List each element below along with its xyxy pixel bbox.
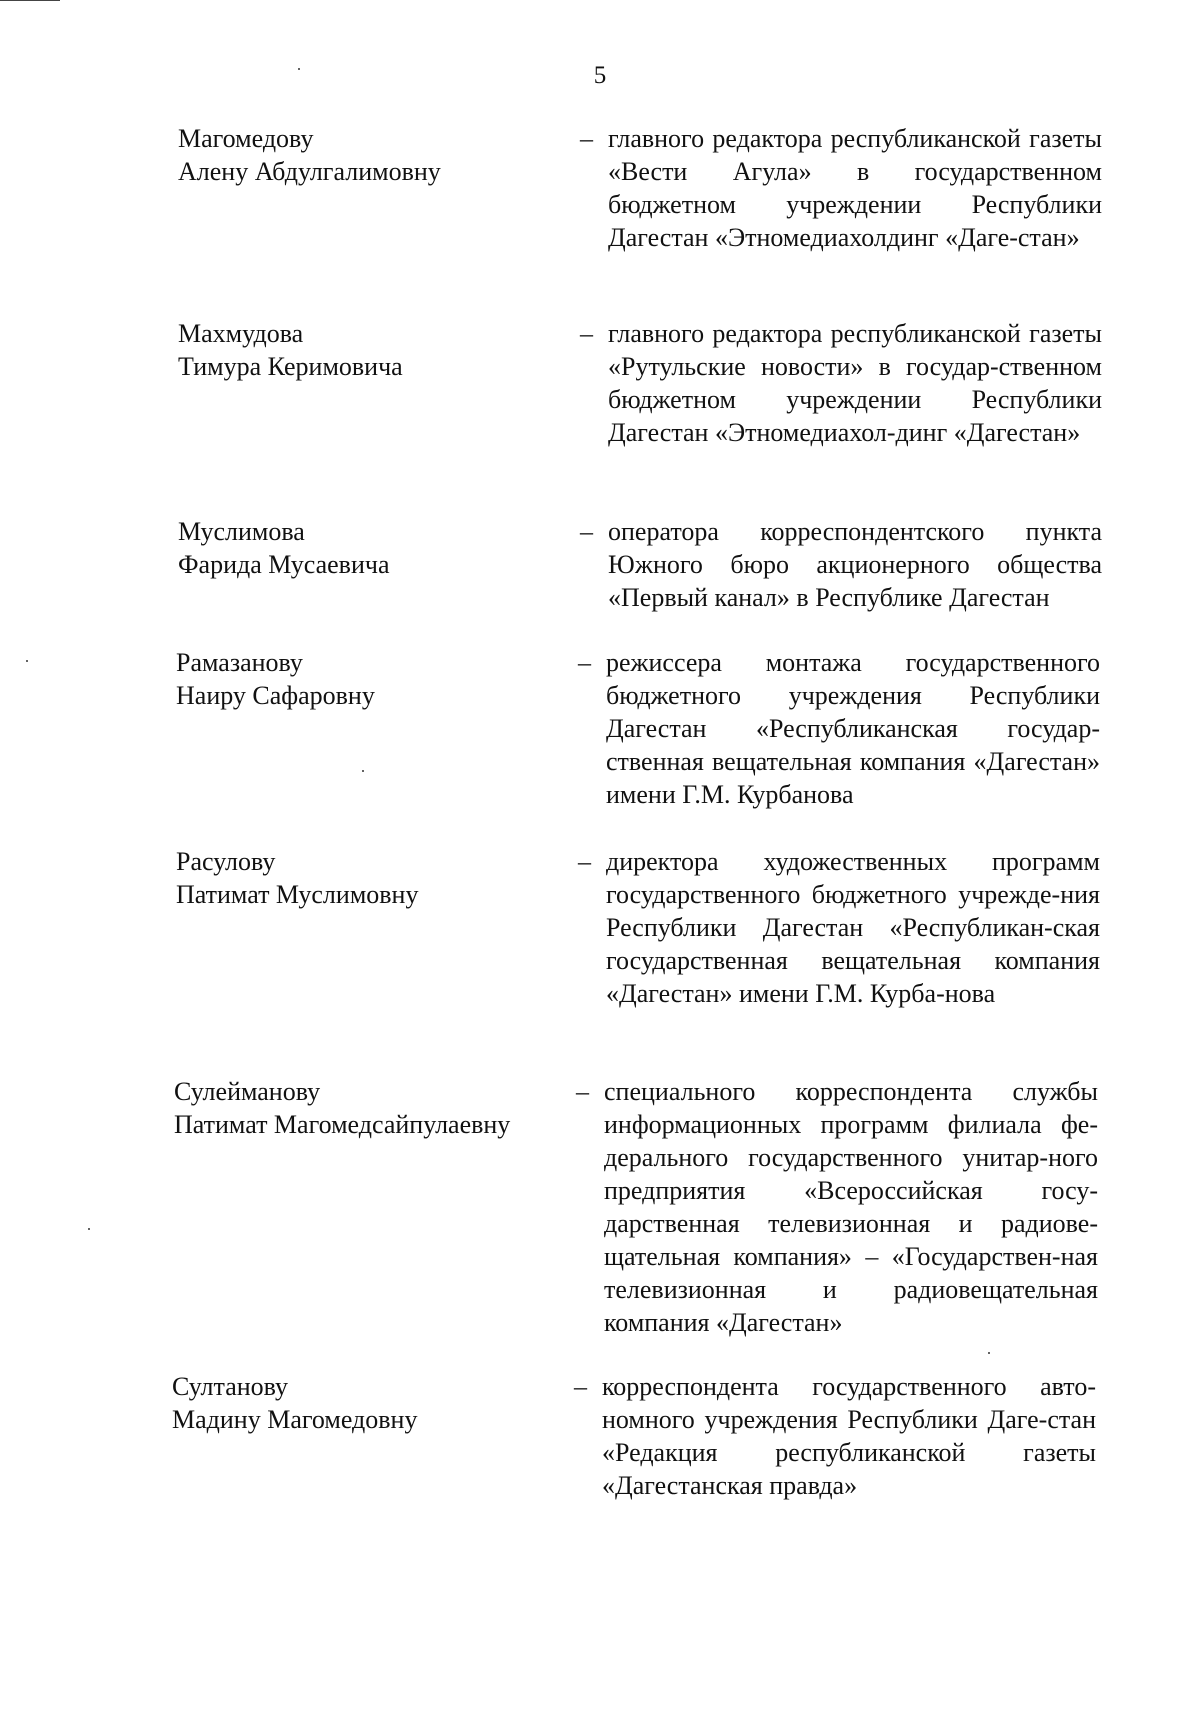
given-names: Фарида Мусаевича bbox=[178, 550, 390, 579]
list-item bbox=[0, 646, 1200, 809]
page-number: 5 bbox=[593, 62, 607, 89]
scan-edge-line bbox=[0, 0, 60, 1]
list-item bbox=[0, 845, 1200, 1008]
scan-speck bbox=[298, 68, 300, 70]
position-description: специального корреспондента службы информационных программ филиала фе-дерального государственного унитар-ного предприятия «Всероссийская госу-дарственная телевизионная и радиове-щательная компания» – «Государствен-ная телевизионная и радиовещательная компания «Дагестан» bbox=[604, 1077, 1098, 1337]
surname: Расулову bbox=[176, 847, 276, 876]
surname: Сулейманову bbox=[174, 1077, 321, 1106]
dash-separator: – bbox=[574, 1372, 587, 1401]
surname: Магомедову bbox=[178, 124, 314, 153]
person-name bbox=[174, 1075, 614, 1141]
given-names: Мадину Магомедовну bbox=[172, 1405, 418, 1434]
position-description: режиссера монтажа государственного бюджетного учреждения Республики Дагестан «Республиканская государ-ственная вещательная компания «Дагестан» имени Г.М. Курбанова bbox=[606, 648, 1100, 809]
list-item bbox=[0, 122, 1200, 252]
position-description: главного редактора республиканской газеты «Рутульские новости» в государ-ственном бюджетном учреждении Республики Дагестан «Этномедиахол-динг «Дагестан» bbox=[608, 319, 1102, 447]
list-item bbox=[0, 515, 1200, 612]
surname: Рамазанову bbox=[176, 648, 303, 677]
dash-separator: – bbox=[578, 648, 591, 677]
list-item bbox=[0, 1370, 1200, 1500]
person-name bbox=[178, 317, 618, 383]
scan-speck bbox=[26, 660, 28, 662]
surname: Муслимова bbox=[178, 517, 305, 546]
person-name bbox=[178, 515, 618, 581]
scan-speck bbox=[88, 1228, 90, 1230]
given-names: Патимат Муслимовну bbox=[176, 880, 419, 909]
surname: Султанову bbox=[172, 1372, 289, 1401]
dash-separator: – bbox=[580, 319, 593, 348]
given-names: Алену Абдулгалимовну bbox=[178, 157, 441, 186]
position-description: корреспондента государственного авто-номного учреждения Республики Даге-стан «Редакция республиканской газеты «Дагестанская правда» bbox=[602, 1372, 1096, 1500]
position-description: оператора корреспондентского пункта Южного бюро акционерного общества «Первый канал» в Республике Дагестан bbox=[608, 517, 1102, 612]
position-description: главного редактора республиканской газеты «Вести Агула» в государственном бюджетном учреждении Республики Дагестан «Этномедиахолдинг «Даге-стан» bbox=[608, 124, 1102, 252]
position-description: директора художественных программ государственного бюджетного учрежде-ния Республики Дагестан «Республикан-ская государственная вещательная компания «Дагестан» имени Г.М. Курба-нова bbox=[606, 847, 1100, 1008]
given-names: Наиру Сафаровну bbox=[176, 681, 375, 710]
given-names: Тимура Керимовича bbox=[178, 352, 403, 381]
person-name bbox=[172, 1370, 612, 1436]
scan-speck bbox=[362, 770, 364, 772]
dash-separator: – bbox=[580, 517, 593, 546]
surname: Махмудова bbox=[178, 319, 304, 348]
list-item bbox=[0, 1075, 1200, 1337]
dash-separator: – bbox=[576, 1077, 589, 1106]
dash-separator: – bbox=[578, 847, 591, 876]
dash-separator: – bbox=[580, 124, 593, 153]
person-name bbox=[176, 845, 616, 911]
given-names: Патимат Магомедсайпулаевну bbox=[174, 1110, 511, 1139]
person-name bbox=[178, 122, 618, 188]
scan-speck bbox=[988, 1352, 990, 1354]
list-item bbox=[0, 317, 1200, 447]
person-name bbox=[176, 646, 616, 712]
